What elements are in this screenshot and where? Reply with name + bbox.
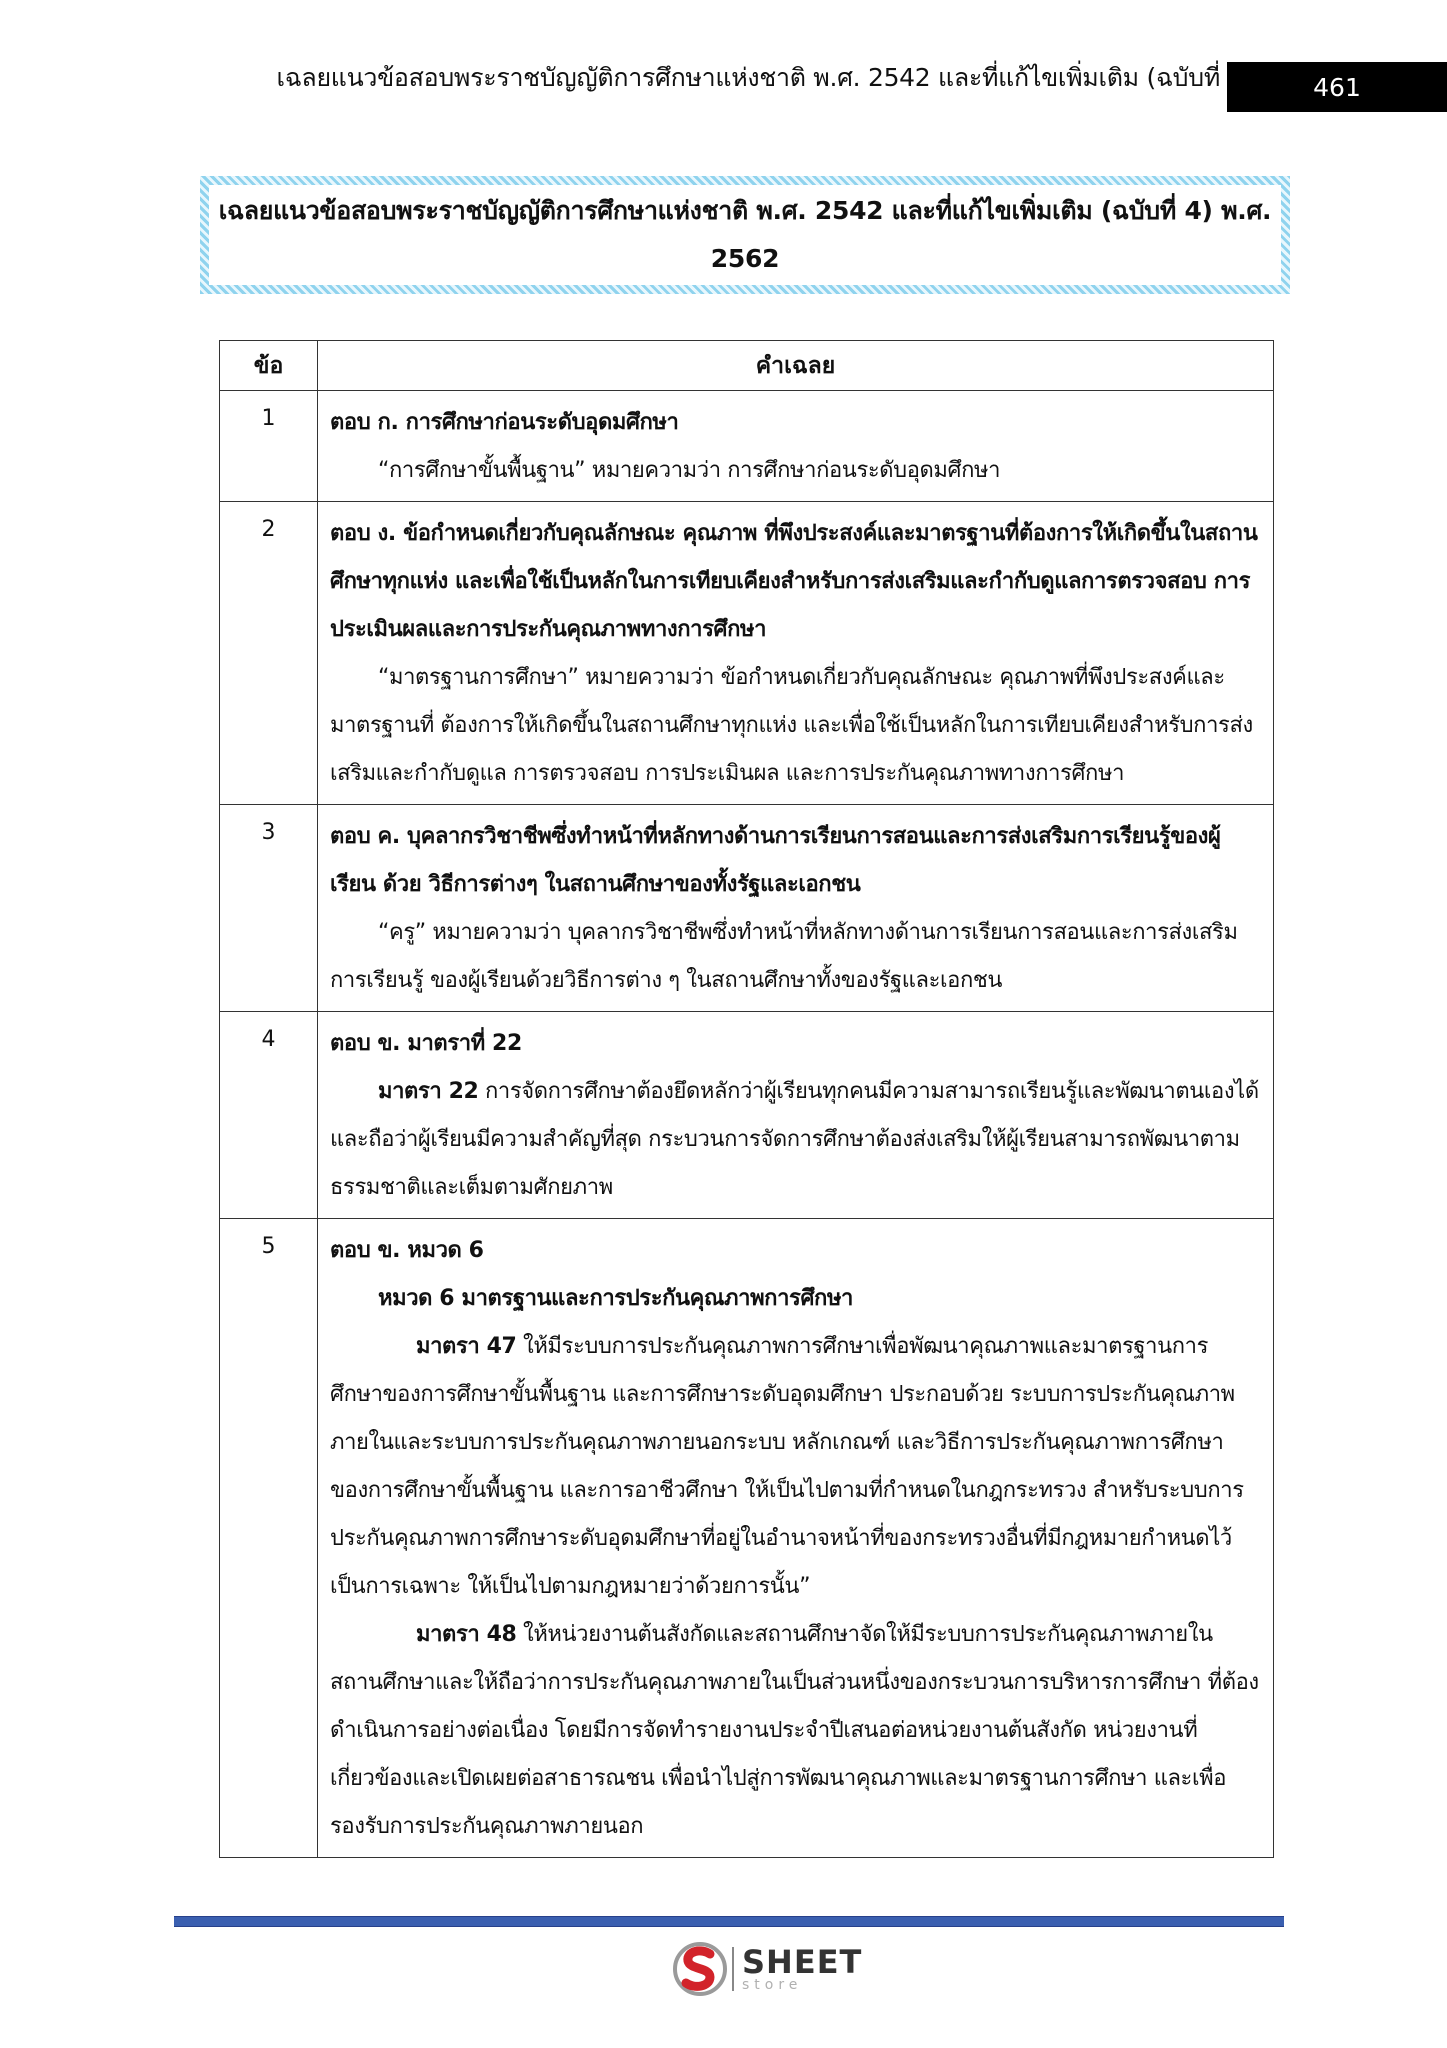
table-row <box>220 1012 1274 1219</box>
sheet-s-logo-icon <box>672 1940 728 1998</box>
section-label: มาตรา 47 <box>416 1334 517 1359</box>
logo-divider <box>732 1947 734 1991</box>
section-22-paragraph <box>330 1068 1259 1212</box>
table-row <box>220 805 1274 1012</box>
answer-explanation: “ครู” หมายความว่า บุคลากรวิชาชีพซึ่งทำหน้าที่หลักทางด้านการเรียนการสอนและการส่งเสริมการเรียนรู้ ของผู้เรียนด้วยวิธีการต่าง ๆ ในสถานศึกษาทั้งของรัฐและเอกชน <box>330 920 1238 993</box>
answer-cell <box>318 805 1274 1012</box>
answer-choice: ตอบ ข. มาตราที่ 22 <box>330 1031 522 1056</box>
column-header-number: ข้อ <box>220 341 318 391</box>
page-number: 461 <box>1227 62 1447 112</box>
row-number: 5 <box>220 1219 318 1858</box>
section-label: มาตรา 48 <box>416 1622 517 1647</box>
answer-cell <box>318 502 1274 805</box>
section-text: ให้หน่วยงานต้นสังกัดและสถานศึกษาจัดให้มีระบบการประกันคุณภาพภายในสถานศึกษาและให้ถือว่าการประกันคุณภาพภายในเป็นส่วนหนึ่งของกระบวนการบริหารการศึกษา ที่ต้องดำเนินการอย่างต่อเนื่อง โดยมีการจัดทำรายงานประจำปีเสนอต่อหน่วยงานต้นสังกัด หน่วยงานที่เกี่ยวข้องและเปิดเผยต่อสาธารณชน เพื่อนำไปสู่การพัฒนาคุณภาพและมาตรฐานการศึกษา และเพื่อรองรับการประกันคุณภาพภายนอก <box>330 1622 1259 1839</box>
section-48-paragraph <box>330 1611 1259 1851</box>
answer-choice: ตอบ ง. ข้อกำหนดเกี่ยวกับคุณลักษณะ คุณภาพ ที่พึงประสงค์และมาตรฐานที่ต้องการให้เกิดขึ้นในสถานศึกษาทุกแห่ง และเพื่อใช้เป็นหลักในการเทียบเคียงสำหรับการส่งเสริมและกำกับดูแลการตรวจสอบ การประเมินผลและการประกันคุณภาพทางการศึกษา <box>330 521 1258 642</box>
title-box <box>200 176 1290 294</box>
section-text: ให้มีระบบการประกันคุณภาพการศึกษาเพื่อพัฒนาคุณภาพและมาตรฐานการศึกษาของการศึกษาขั้นพื้นฐาน และการศึกษาระดับอุดมศึกษา ประกอบด้วย ระบบการประกันคุณภาพภายในและระบบการประกันคุณภาพภายนอกระบบ หลักเกณฑ์ และวิธีการประกันคุณภาพการศึกษาของการศึกษาขั้นพื้นฐาน และการอาชีวศึกษา ให้เป็นไปตามที่กำหนดในกฎกระทรวง สำหรับระบบการประกันคุณภาพการศึกษาระดับอุดมศึกษาที่อยู่ในอำนาจหน้าที่ของกระทรวงอื่นที่มีกฎหมายกำหนดไว้เป็นการเฉพาะ ให้เป็นไปตามกฎหมายว่าด้วยการนั้น” <box>330 1334 1244 1599</box>
row-number: 4 <box>220 1012 318 1219</box>
answer-explanation: “มาตรฐานการศึกษา” หมายความว่า ข้อกำหนดเกี่ยวกับคุณลักษณะ คุณภาพที่พึงประสงค์และมาตรฐานที่ ต้องการให้เกิดขึ้นในสถานศึกษาทุกแห่ง และเพื่อใช้เป็นหลักในการเทียบเคียงสำหรับการส่งเสริมและกำกับดูแล การตรวจสอบ การประเมินผล และการประกันคุณภาพทางการศึกษา <box>330 665 1253 786</box>
column-header-answer: คำเฉลย <box>318 341 1274 391</box>
table-row <box>220 1219 1274 1858</box>
answer-cell <box>318 1012 1274 1219</box>
answer-table <box>219 340 1274 1858</box>
row-number: 2 <box>220 502 318 805</box>
answer-choice: ตอบ ค. บุคลากรวิชาชีพซึ่งทำหน้าที่หลักทางด้านการเรียนการสอนและการส่งเสริมการเรียนรู้ของผู้เรียน ด้วย วิธีการต่างๆ ในสถานศึกษาของทั้งรัฐและเอกชน <box>330 824 1221 897</box>
row-number: 3 <box>220 805 318 1012</box>
sheet-store-logo <box>672 1938 872 2000</box>
section-label: มาตรา 22 <box>378 1079 479 1104</box>
section-text: การจัดการศึกษาต้องยึดหลักว่าผู้เรียนทุกคนมีความสามารถเรียนรู้และพัฒนาตนเองได้ และถือว่าผู้เรียนมีความสำคัญที่สุด กระบวนการจัดการศึกษาต้องส่งเสริมให้ผู้เรียนสามารถพัฒนาตามธรรมชาติและเต็มตามศักยภาพ <box>330 1079 1259 1200</box>
section-47-paragraph <box>330 1323 1259 1611</box>
logo-word: SHEET <box>742 1943 863 1981</box>
answer-choice: ตอบ ก. การศึกษาก่อนระดับอุดมศึกษา <box>330 410 679 435</box>
footer-rule <box>174 1916 1284 1927</box>
answer-cell <box>318 1219 1274 1858</box>
answer-choice: ตอบ ข. หมวด 6 <box>330 1238 484 1263</box>
logo-text <box>742 1943 863 1993</box>
chapter-title: หมวด 6 มาตรฐานและการประกันคุณภาพการศึกษา <box>378 1286 854 1311</box>
table-row <box>220 502 1274 805</box>
answer-cell <box>318 391 1274 502</box>
answer-explanation: “การศึกษาขั้นพื้นฐาน” หมายความว่า การศึกษาก่อนระดับอุดมศึกษา <box>378 458 1001 483</box>
logo-sub: store <box>742 1977 803 1993</box>
title-line-2: 2562 <box>710 244 780 273</box>
row-number: 1 <box>220 391 318 502</box>
running-header: เฉลยแนวข้อสอบพระราชบัญญัติการศึกษาแห่งชาติ พ.ศ. 2542 และที่แก้ไขเพิ่มเติม (ฉบับที่ <box>276 63 1220 92</box>
title-line-1: เฉลยแนวข้อสอบพระราชบัญญัติการศึกษาแห่งชาติ พ.ศ. 2542 และที่แก้ไขเพิ่มเติม (ฉบับที่ 4) พ.ศ. <box>218 196 1272 225</box>
table-row <box>220 391 1274 502</box>
table-header-row <box>220 341 1274 391</box>
